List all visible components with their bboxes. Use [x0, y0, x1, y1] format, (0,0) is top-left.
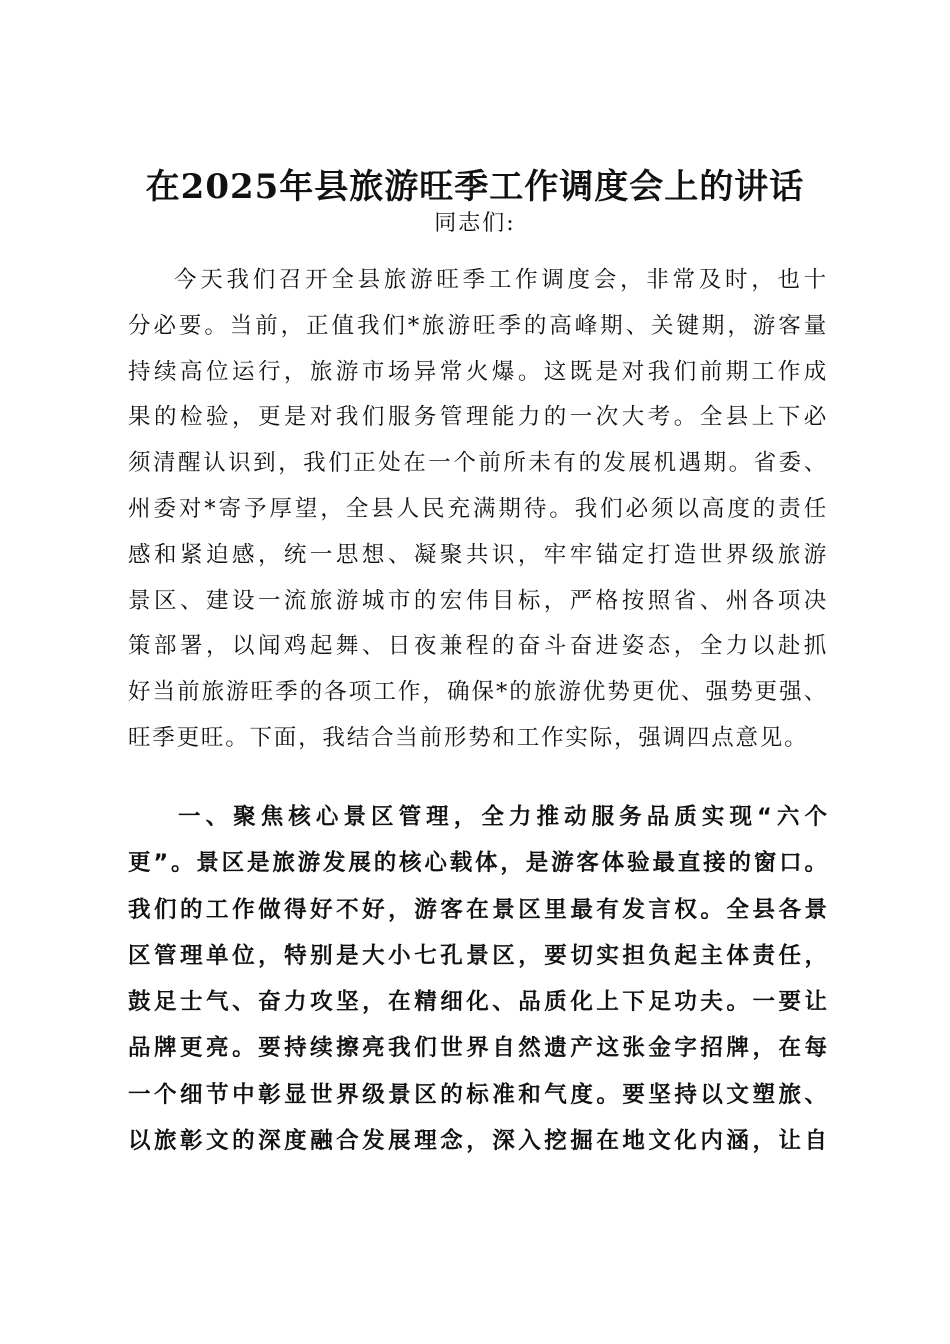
paragraph-line: 品牌更亮。要持续擦亮我们世界自然遗产这张金字招牌，在每: [128, 1035, 828, 1062]
paragraph-line: 策部署，以闻鸡起舞、日夜兼程的奋斗奋进姿态，全力以赴抓: [128, 633, 828, 660]
salutation: 同志们:: [434, 211, 516, 236]
paragraph-line: 感和紧迫感，统一思想、凝聚共识，牢牢锚定打造世界级旅游: [128, 541, 828, 568]
paragraph-line: 景区、建设一流旅游城市的宏伟目标，严格按照省、州各项决: [128, 587, 828, 614]
paragraph-line: 果的检验，更是对我们服务管理能力的一次大考。全县上下必: [128, 404, 828, 431]
paragraph-line: 更”。景区是旅游发展的核心载体，是游客体验最直接的窗口。: [128, 850, 828, 877]
paragraph-line: 区管理单位，特别是大小七孔景区，要切实担负起主体责任，: [128, 942, 828, 969]
paragraph-line: 好当前旅游旺季的各项工作，确保*的旅游优势更优、强势更强、: [128, 679, 828, 706]
document-title: 在2025年县旅游旺季工作调度会上的讲话: [145, 167, 805, 207]
paragraph-line: 以旅彰文的深度融合发展理念，深入挖掘在地文化内涵，让自: [128, 1128, 828, 1155]
section-heading-line: 一、聚焦核心景区管理，全力推动服务品质实现“六个: [178, 804, 828, 830]
paragraph-line: 旺季更旺。下面，我结合当前形势和工作实际，强调四点意见。: [128, 724, 809, 751]
paragraph-line: 今天我们召开全县旅游旺季工作调度会，非常及时，也十: [174, 267, 828, 293]
paragraph-line: 州委对*寄予厚望，全县人民充满期待。我们必须以高度的责任: [128, 495, 828, 522]
paragraph-line: 须清醒认识到，我们正处在一个前所未有的发展机遇期。省委、: [128, 450, 828, 477]
paragraph-line: 鼓足士气、奋力攻坚，在精细化、品质化上下足功夫。一要让: [128, 989, 828, 1016]
paragraph-line: 持续高位运行，旅游市场异常火爆。这既是对我们前期工作成: [128, 358, 828, 385]
paragraph-intro: [128, 258, 828, 762]
paragraph-line: 一个细节中彰显世界级景区的标准和气度。要坚持以文塑旅、: [128, 1081, 828, 1108]
paragraph-line: 分必要。当前，正值我们*旅游旺季的高峰期、关键期，游客量: [128, 312, 828, 339]
paragraph-line: 我们的工作做得好不好，游客在景区里最有发言权。全县各景: [128, 896, 828, 923]
paragraph-section-one: [128, 794, 828, 1164]
